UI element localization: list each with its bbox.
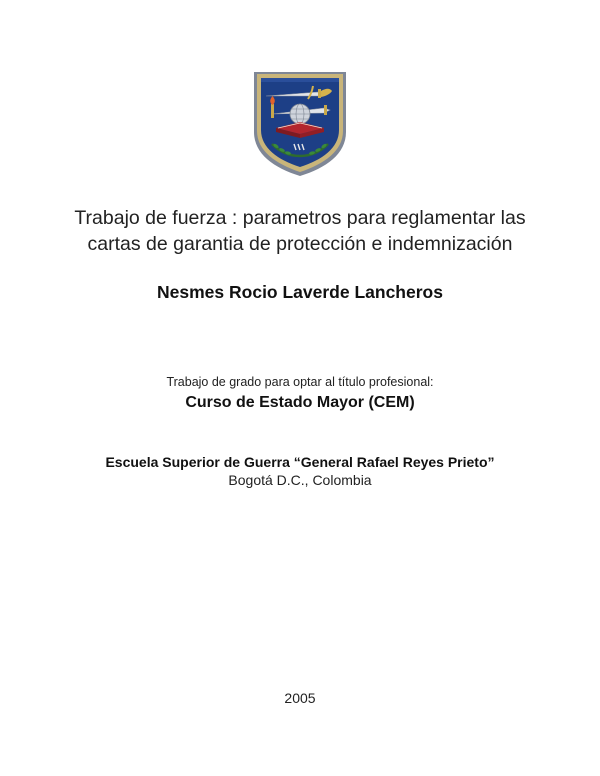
author-name: Nesmes Rocio Laverde Lancheros — [157, 282, 443, 302]
school-crest-logo — [252, 70, 348, 178]
city-location: Bogotá D.C., Colombia — [228, 472, 372, 488]
degree-name: Curso de Estado Mayor (CEM) — [185, 394, 415, 411]
shield-emblem-icon — [252, 70, 348, 178]
publication-year: 2005 — [284, 690, 316, 706]
thesis-title-line-2: cartas de garantia de protección e indemnización — [87, 233, 513, 255]
thesis-title-line-1: Trabajo de fuerza : parametros para reglamentar las — [74, 207, 526, 229]
degree-intro-text: Trabajo de grado para optar al título profesional: — [166, 375, 434, 389]
school-name: Escuela Superior de Guerra “General Rafael Reyes Prieto” — [105, 454, 495, 470]
globe-icon — [290, 104, 310, 124]
